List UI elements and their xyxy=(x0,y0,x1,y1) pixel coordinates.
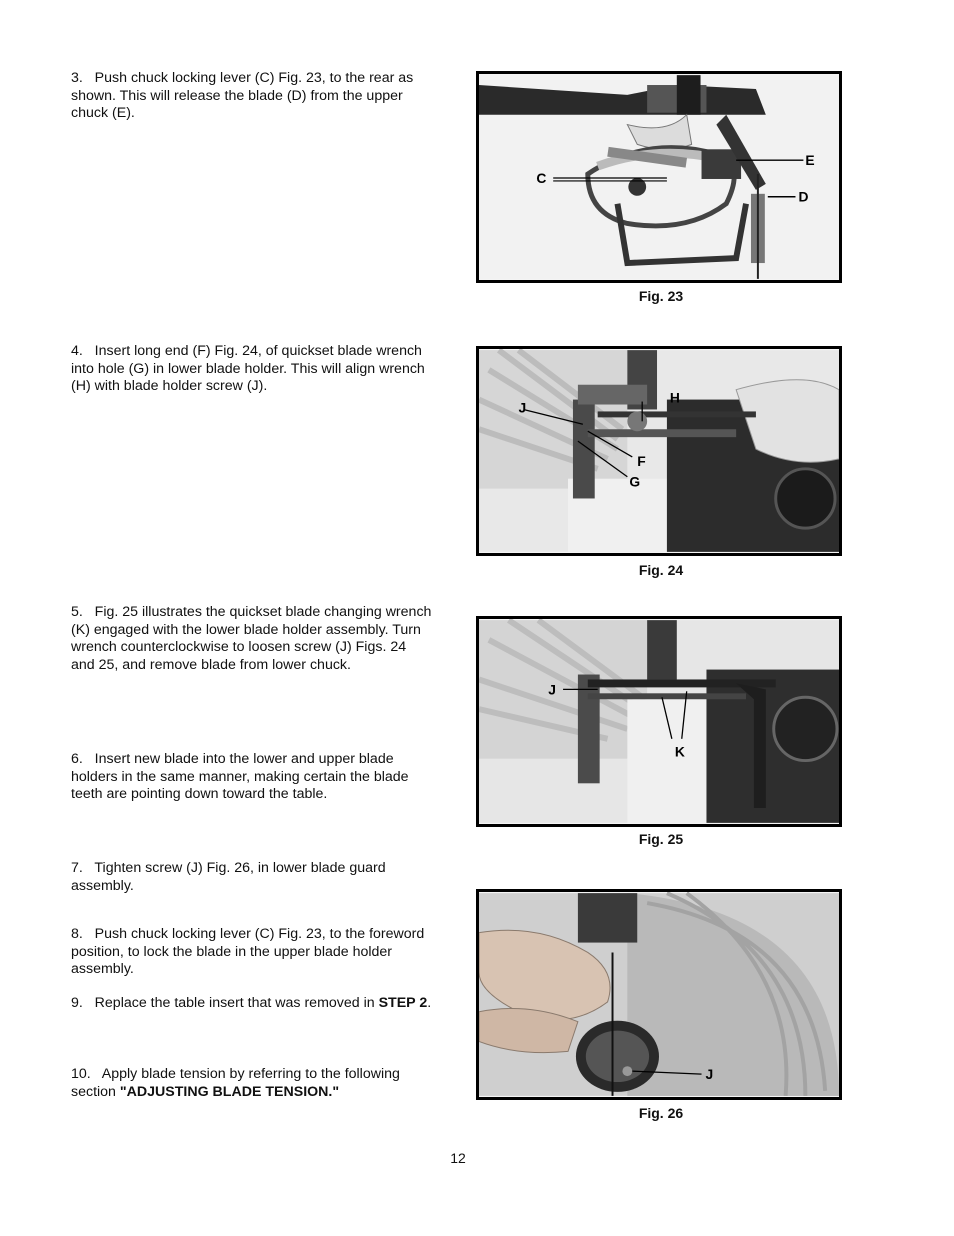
lower-blade-holder-illustration xyxy=(479,349,839,553)
step-number: 3. xyxy=(71,70,83,86)
figure-26-caption: Fig. 26 xyxy=(638,1105,684,1121)
callout-j: J xyxy=(548,681,556,698)
figure-23-caption: Fig. 23 xyxy=(638,288,684,304)
callout-j: J xyxy=(705,1066,714,1083)
step-number: 8. xyxy=(71,926,83,942)
step-text: Insert new blade into the lower and upper blade holders in the same manner, making certain the blade teeth are pointing down toward the table. xyxy=(71,751,409,803)
figure-23-photo xyxy=(476,71,842,283)
section-reference: "ADJUSTING BLADE TENSION." xyxy=(119,1083,340,1100)
step-3 xyxy=(71,70,433,123)
step-text: Apply blade tension by referring to the following section xyxy=(71,1066,400,1100)
step-text: Tighten screw (J) Fig. 26, in lower blade guard assembly. xyxy=(71,860,386,894)
step-text: Fig. 25 illustrates the quickset blade changing wrench (K) engaged with the lower blade holder assembly. Turn wrench counterclockwise to loosen screw (J) Figs. 24 and 25, and remove blade from lower chuck. xyxy=(71,604,432,673)
step-number: 5. xyxy=(71,604,83,620)
callout-e: E xyxy=(805,152,815,169)
step-number: 9. xyxy=(71,995,83,1011)
step-reference: STEP 2 xyxy=(378,995,428,1011)
figure-25-photo xyxy=(476,616,842,827)
step-number: 4. xyxy=(71,343,83,359)
step-number: 10. xyxy=(71,1066,91,1082)
callout-g: G xyxy=(629,473,641,490)
upper-chuck-illustration xyxy=(479,74,839,280)
blade-guard-illustration xyxy=(479,892,839,1097)
figure-24-caption: Fig. 24 xyxy=(638,562,684,578)
step-8 xyxy=(71,926,433,979)
callout-c: C xyxy=(536,169,547,186)
callout-h: H xyxy=(669,389,680,406)
step-10 xyxy=(71,1066,433,1101)
step-punctuation: . xyxy=(427,995,432,1011)
step-text: Push chuck locking lever (C) Fig. 23, to the foreword position, to lock the blade in the upper blade holder assembly. xyxy=(71,926,425,978)
step-text: Insert long end (F) Fig. 24, of quickset blade wrench into hole (G) in lower blade holder. This will align wrench (H) with blade holder screw (J). xyxy=(71,343,425,395)
step-5 xyxy=(71,604,433,674)
step-text: Replace the table insert that was removed in xyxy=(94,995,375,1011)
callout-k: K xyxy=(674,743,685,760)
step-text: Push chuck locking lever (C) Fig. 23, to the rear as shown. This will release the blade (D) from the upper chuck (E). xyxy=(71,70,414,122)
figure-25-caption: Fig. 25 xyxy=(638,831,684,847)
figure-24-photo xyxy=(476,346,842,556)
callout-f: F xyxy=(637,452,646,469)
step-6 xyxy=(71,751,433,804)
page-number: 12 xyxy=(450,1150,466,1166)
callout-j: J xyxy=(518,399,527,416)
callout-d: D xyxy=(798,188,809,205)
wrench-engaged-illustration xyxy=(479,619,839,824)
figure-26-photo xyxy=(476,889,842,1100)
step-number: 6. xyxy=(71,751,83,767)
step-number: 7. xyxy=(71,860,83,876)
step-4 xyxy=(71,343,433,396)
step-7 xyxy=(71,860,433,895)
step-9 xyxy=(71,995,433,1013)
